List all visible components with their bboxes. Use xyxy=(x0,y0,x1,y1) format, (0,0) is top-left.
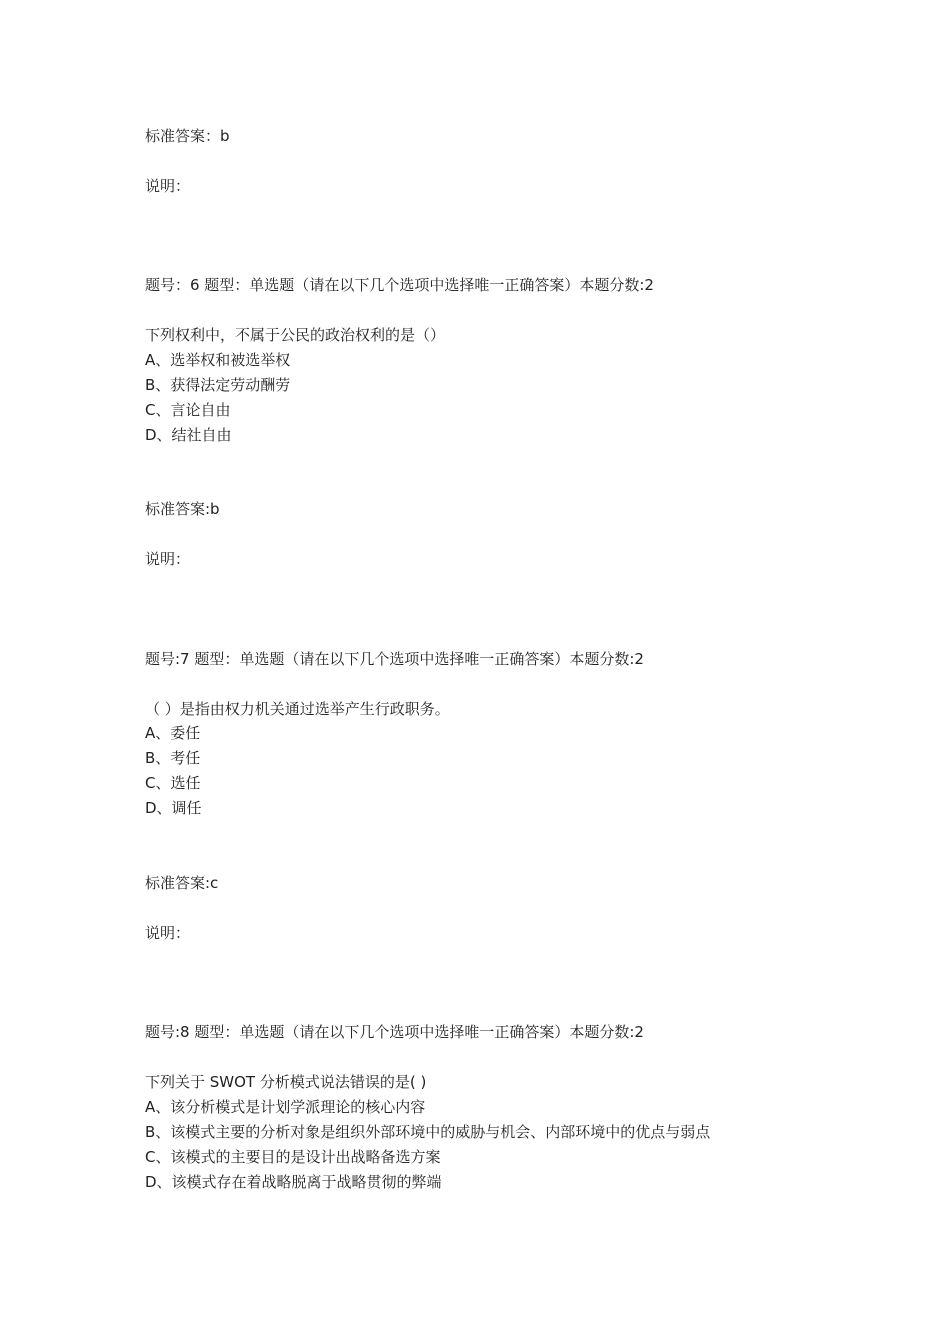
question-stem: 下列关于 SWOT 分析模式说法错误的是( ) xyxy=(145,1073,427,1091)
option-c: C、该模式的主要目的是设计出战略备选方案 xyxy=(145,1148,441,1166)
option-b: B、获得法定劳动酬劳 xyxy=(145,376,291,394)
option-c: C、选任 xyxy=(145,774,201,792)
explanation-label: 说明： xyxy=(145,924,191,942)
option-d: D、结社自由 xyxy=(145,426,232,444)
option-c: C、言论自由 xyxy=(145,401,231,419)
option-d: D、该模式存在着战略脱离于战略贯彻的弊端 xyxy=(145,1173,442,1191)
option-b: B、该模式主要的分析对象是组织外部环境中的威胁与机会、内部环境中的优点与弱点 xyxy=(145,1123,711,1141)
question-stem: （ ）是指由权力机关通过选举产生行政职务。 xyxy=(145,700,450,718)
option-a: A、委任 xyxy=(145,724,201,742)
explanation-label: 说明： xyxy=(145,177,191,195)
option-d: D、调任 xyxy=(145,799,202,817)
question-header: 题号:8 题型：单选题（请在以下几个选项中选择唯一正确答案）本题分数:2 xyxy=(145,1023,644,1041)
option-b: B、考任 xyxy=(145,749,201,767)
standard-answer: 标准答案：b xyxy=(145,127,230,145)
standard-answer: 标准答案:c xyxy=(145,874,219,892)
question-stem: 下列权利中，不属于公民的政治权利的是（） xyxy=(145,326,446,344)
option-a: A、选举权和被选举权 xyxy=(145,351,291,369)
standard-answer: 标准答案:b xyxy=(145,500,220,518)
option-a: A、该分析模式是计划学派理论的核心内容 xyxy=(145,1098,426,1116)
question-header: 题号：6 题型：单选题（请在以下几个选项中选择唯一正确答案）本题分数:2 xyxy=(145,276,654,294)
explanation-label: 说明： xyxy=(145,550,191,568)
question-header: 题号:7 题型：单选题（请在以下几个选项中选择唯一正确答案）本题分数:2 xyxy=(145,650,644,668)
